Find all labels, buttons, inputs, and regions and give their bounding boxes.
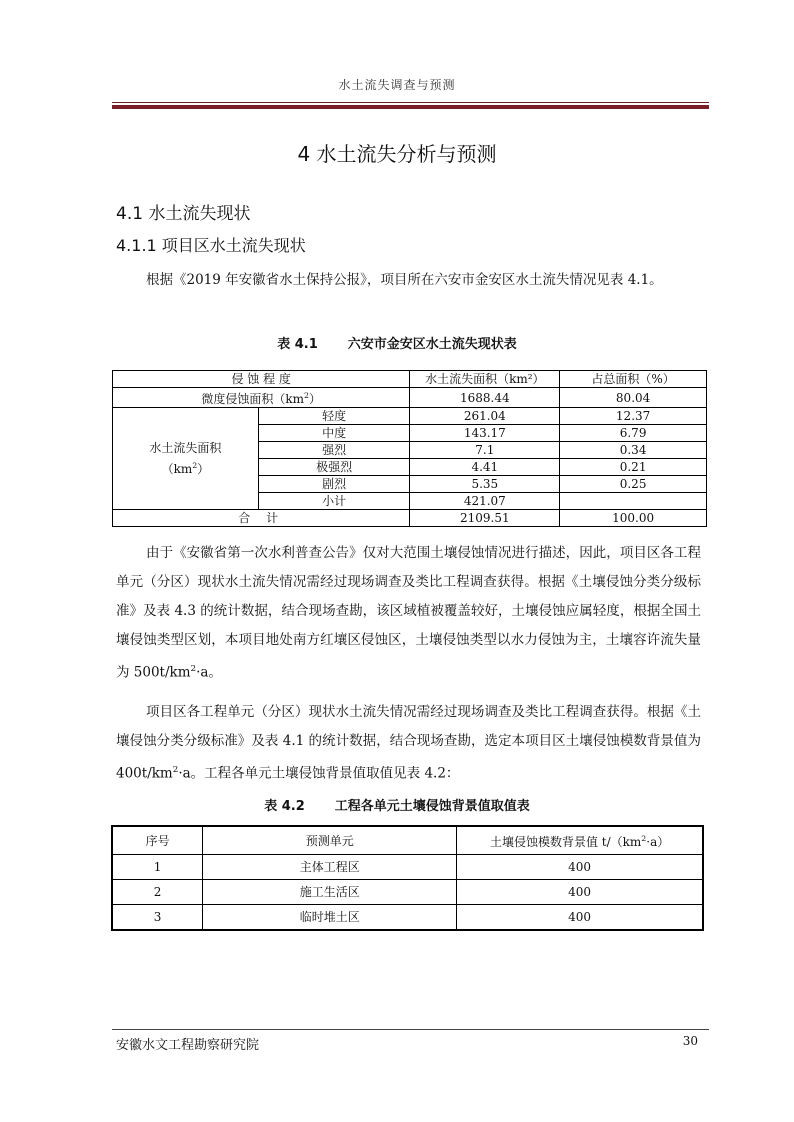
- table-header-row: [113, 371, 707, 388]
- intro-paragraph: [116, 266, 701, 295]
- value-cell: 400: [457, 880, 703, 905]
- header-value: 土壤侵蚀模数背景值 $t/(km^2\cdot a)$: [457, 826, 703, 855]
- header-area: 水土流失面积（km²）: [410, 371, 560, 388]
- ratio-cell: 0.21: [560, 459, 707, 476]
- header-rule-thin: [112, 102, 709, 103]
- table2-caption-text: 工程各单元土壤侵蚀背景值取值表: [334, 799, 530, 814]
- area-cell: 5.35: [410, 476, 560, 493]
- slight-erosion-label: 微度侵蚀面积$(km^2)$: [113, 388, 410, 408]
- area-cell: 4.41: [410, 459, 560, 476]
- ratio-cell: 6.79: [560, 425, 707, 442]
- table2-caption-number: 表 4.2: [264, 799, 305, 814]
- grade-cell: 轻度: [258, 408, 410, 425]
- grade-cell: 强烈: [258, 442, 410, 459]
- footer-organization: 安徽水文工程勘察研究院: [116, 1038, 260, 1053]
- area-cell: 143.17: [410, 425, 560, 442]
- page-number: 30: [682, 1034, 698, 1048]
- grade-cell: 小计: [258, 493, 410, 510]
- table1-caption-number: 表 4.1: [277, 337, 318, 352]
- section-title: 4.1 水土流失现状: [116, 204, 251, 224]
- running-header: 水土流失调查与预测: [338, 78, 456, 92]
- ratio-cell: 0.34: [560, 442, 707, 459]
- table-header-row: [112, 826, 703, 855]
- table-row: [112, 855, 703, 880]
- no-cell: 3: [112, 905, 203, 931]
- no-cell: 2: [112, 880, 203, 905]
- value-cell: 400: [457, 855, 703, 880]
- table-row: [112, 905, 703, 931]
- unit-cell: 主体工程区: [203, 855, 457, 880]
- erosion-background-table: [111, 825, 704, 931]
- paragraph-background-value: 项目区各工程单元（分区）现状水土流失情况需经过现场调查及类比工程调查获得。根据《土壤侵蚀分类分级标准》及表 4.1 的统计数据，结合现场查勘，选定本项目区土壤侵蚀模数背景值为 $400t/km^2\cdot a$。工程各单元土壤侵蚀背景值取值见表 4.2：: [116, 704, 701, 782]
- table-row: [113, 408, 707, 425]
- table1-caption: [0, 333, 794, 352]
- header-no: 序号: [112, 826, 203, 855]
- slight-erosion-ratio: 80.04: [560, 388, 707, 408]
- header-unit: 预测单元: [203, 826, 457, 855]
- total-label: 合 计: [113, 510, 410, 527]
- grade-cell: 中度: [258, 425, 410, 442]
- intro-paragraph-text: 根据《2019 年安徽省水土保持公报》，项目所在六安市金安区水土流失情况见表 4.1。: [146, 272, 663, 288]
- header-ratio: 占总面积（%）: [560, 371, 707, 388]
- value-cell: 400: [457, 905, 703, 931]
- area-cell: 421.07: [410, 493, 560, 510]
- unit-cell: 施工生活区: [203, 880, 457, 905]
- footer-rule: [112, 1029, 709, 1030]
- area-cell: 7.1: [410, 442, 560, 459]
- table-total-row: [113, 510, 707, 527]
- slight-erosion-area: 1688.44: [410, 388, 560, 408]
- subsection-title: 4.1.1 项目区水土流失现状: [116, 236, 306, 255]
- total-area: 2109.51: [410, 510, 560, 527]
- header-grade: 侵 蚀 程 度: [113, 371, 410, 388]
- table1-caption-text: 六安市金安区水土流失现状表: [347, 337, 517, 352]
- table-row: [112, 880, 703, 905]
- soil-erosion-status-table: [112, 370, 707, 527]
- chapter-title: 4 水土流失分析与预测: [297, 142, 497, 166]
- total-ratio: 100.00: [560, 510, 707, 527]
- ratio-cell: [560, 493, 707, 510]
- header-rule-thick: [112, 105, 709, 109]
- ratio-cell: 0.25: [560, 476, 707, 493]
- no-cell: 1: [112, 855, 203, 880]
- table2-caption: [0, 795, 794, 814]
- table-row: [113, 388, 707, 408]
- erosion-area-group-label: 水土流失面积 $(km^2)$: [113, 408, 259, 510]
- paragraph-erosion-status: 由于《安徽省第一次水利普查公告》仅对大范围土壤侵蚀情况进行描述，因此，项目区各工程单元（分区）现状水土流失情况需经过现场调查及类比工程调查获得。根据《土壤侵蚀分类分级标准》及表 4.3 的统计数据，结合现场查勘，该区域植被覆盖较好，土壤侵蚀应属轻度，根据全国土壤侵蚀类型区划，本项目地处南方红壤区侵蚀区，土壤侵蚀类型以水力侵蚀为主，土壤容许流失量为 $500t/km^2\cdot a$。: [116, 545, 701, 681]
- grade-cell: 剧烈: [258, 476, 410, 493]
- area-cell: 261.04: [410, 408, 560, 425]
- grade-cell: 极强烈: [258, 459, 410, 476]
- unit-cell: 临时堆土区: [203, 905, 457, 931]
- ratio-cell: 12.37: [560, 408, 707, 425]
